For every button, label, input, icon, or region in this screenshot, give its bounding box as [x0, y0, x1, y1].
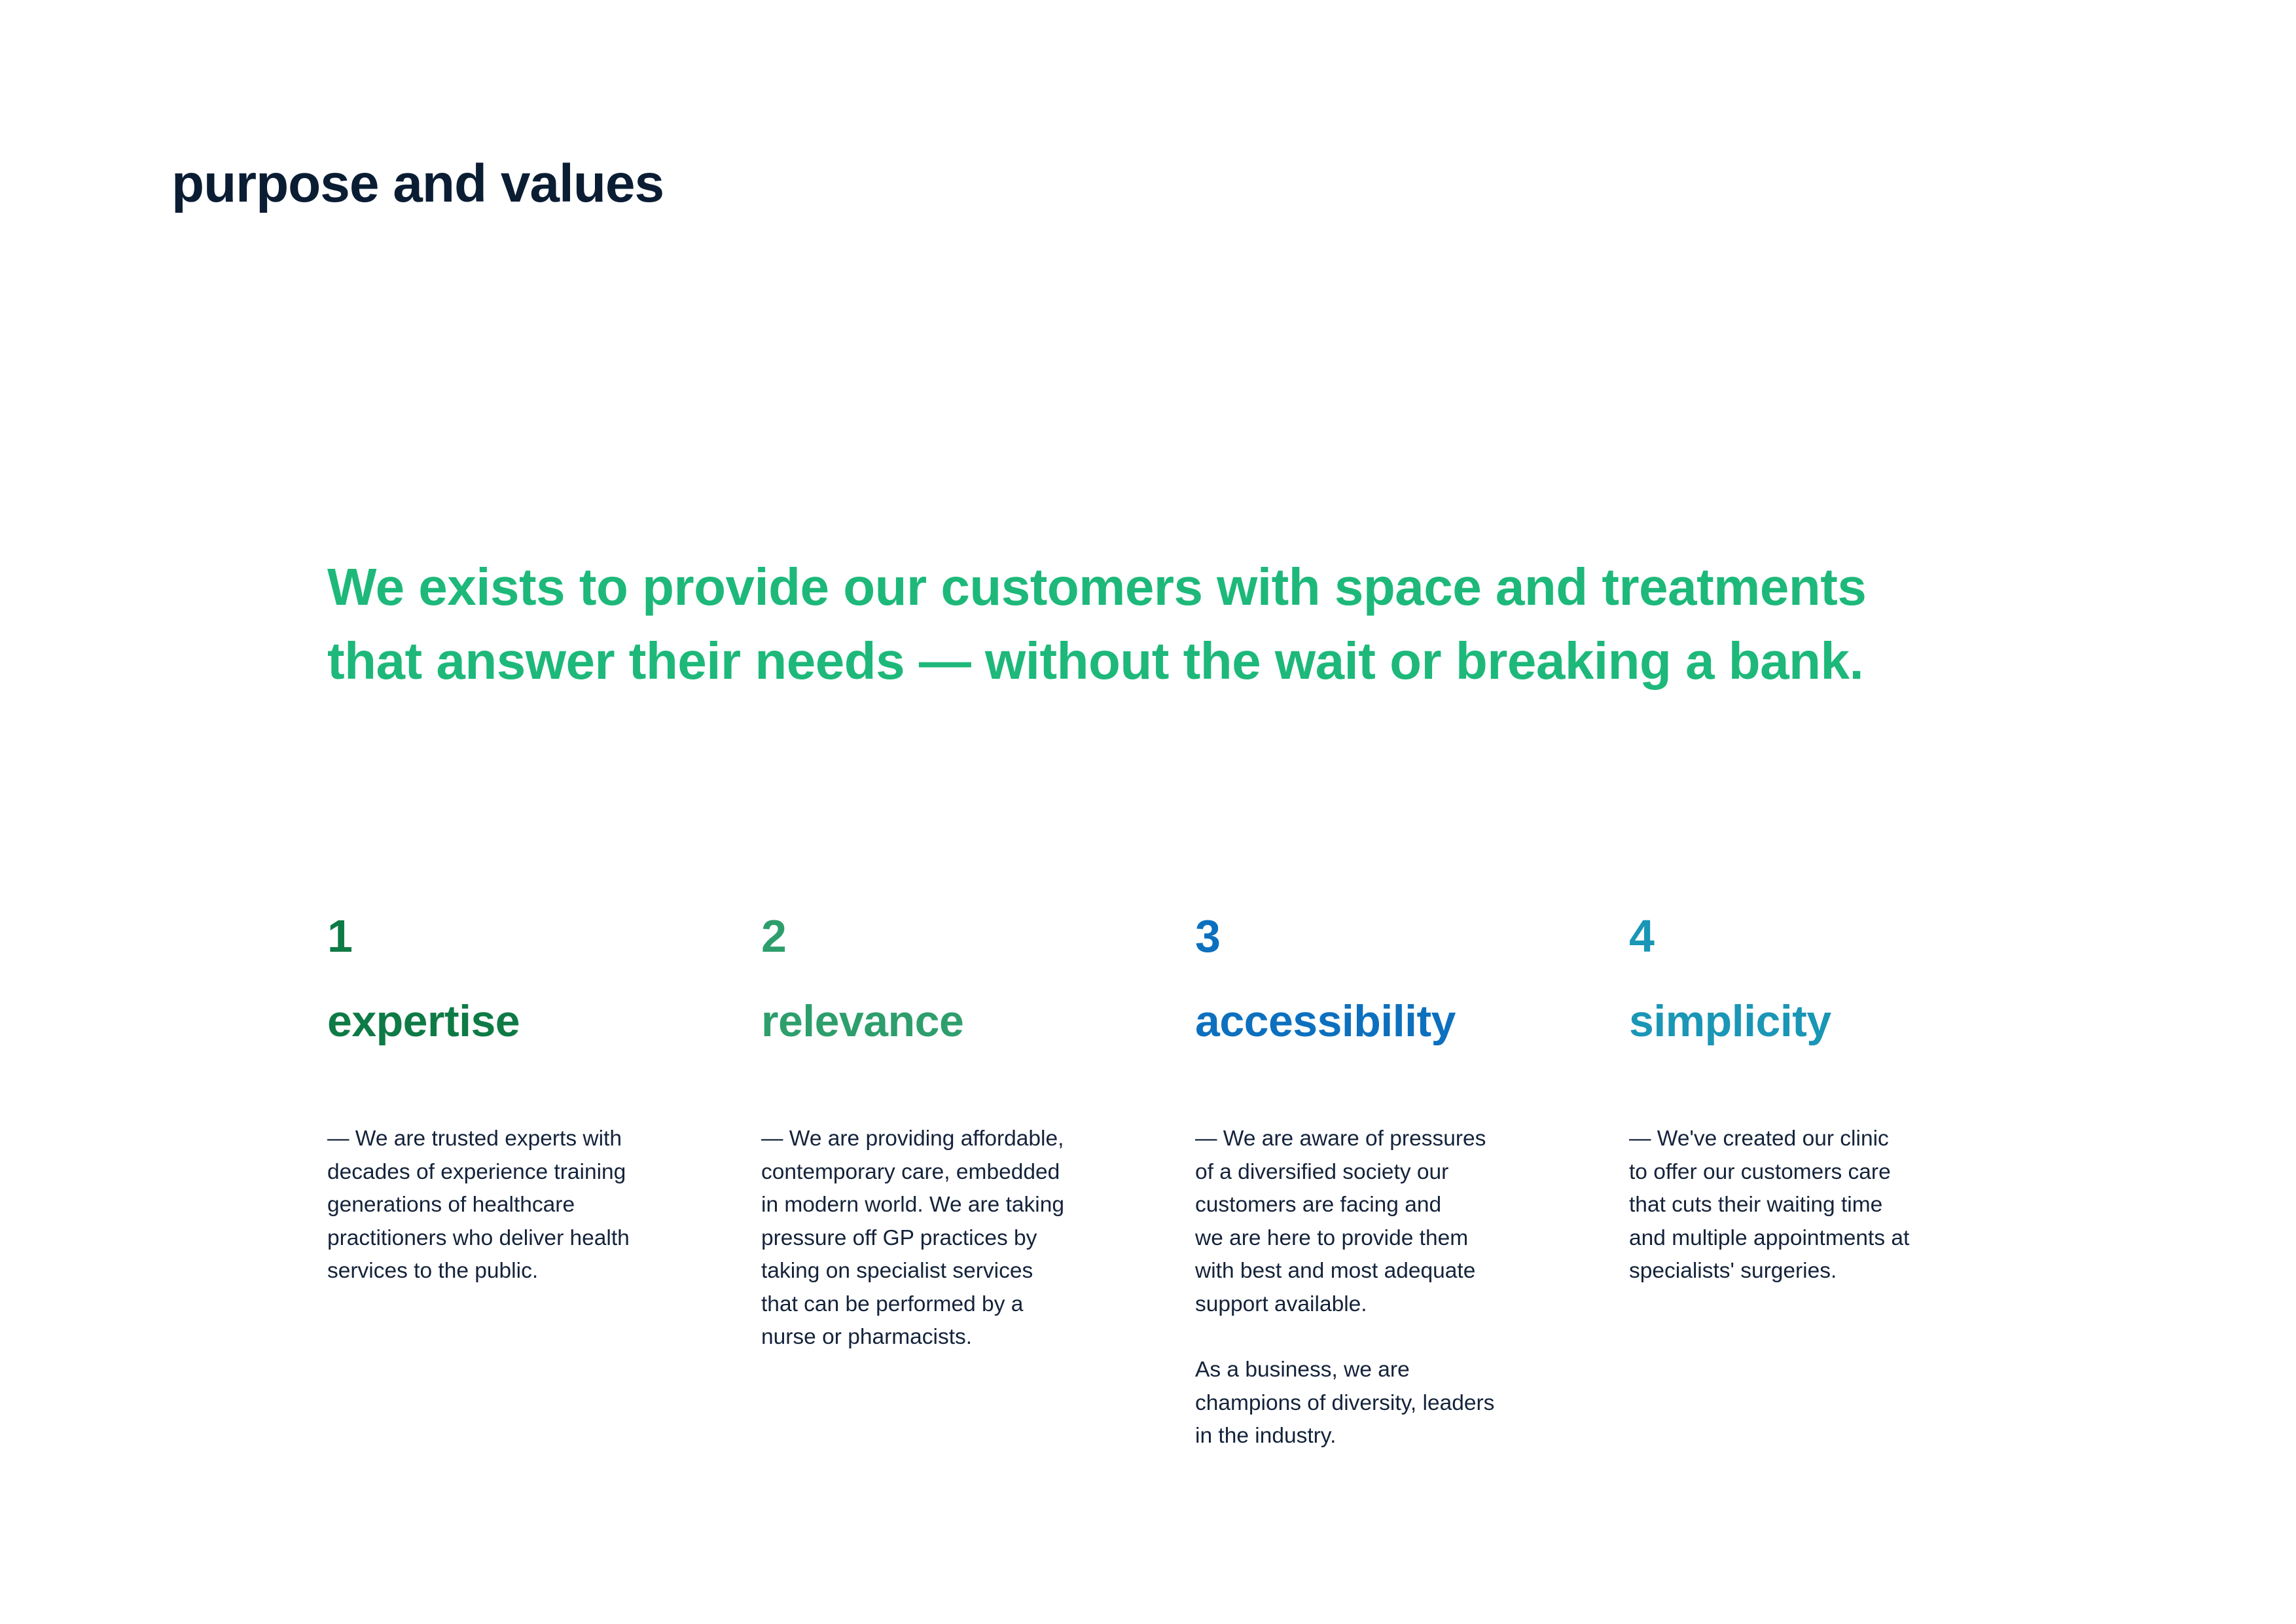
value-name: expertise	[327, 996, 520, 1046]
purpose-statement-line: that answer their needs — without the wait or breaking a bank.	[327, 632, 1864, 690]
value-description-line: decades of experience training	[327, 1159, 626, 1184]
value-description-line: that can be performed by a	[761, 1291, 1024, 1316]
value-description-line: in the industry.	[1195, 1424, 1336, 1448]
value-column-accessibility	[1195, 903, 1562, 1453]
value-description-paragraph	[1195, 1123, 1562, 1321]
value-description-line: — We are trusted experts with	[327, 1127, 622, 1151]
value-description-line: practitioners who deliver health	[327, 1225, 630, 1250]
value-description-line: that cuts their waiting time	[1629, 1193, 1883, 1217]
value-description	[1195, 1123, 1562, 1453]
value-number: 4	[1629, 911, 1655, 962]
value-number: 1	[327, 911, 353, 962]
value-description-line: pressure off GP practices by	[761, 1225, 1037, 1250]
value-description-line: — We've created our clinic	[1629, 1127, 1889, 1151]
value-description-line: with best and most adequate	[1195, 1259, 1476, 1283]
page-title: purpose and values	[171, 154, 664, 213]
value-description-line: in modern world. We are taking	[761, 1193, 1065, 1217]
value-description-line: to offer our customers care	[1629, 1159, 1891, 1184]
value-description-line: generations of healthcare	[327, 1193, 575, 1217]
value-description	[761, 1123, 1128, 1354]
value-column-expertise	[327, 903, 694, 1288]
value-name: accessibility	[1195, 996, 1456, 1046]
value-description-paragraph	[761, 1123, 1128, 1354]
value-number: 2	[761, 911, 787, 962]
value-description-line: nurse or pharmacists.	[761, 1325, 973, 1349]
value-column-simplicity	[1629, 903, 1996, 1288]
value-description	[1629, 1123, 1996, 1288]
purpose-statement	[327, 550, 2160, 698]
value-column-relevance	[761, 903, 1128, 1354]
value-description-line: specialists' surgeries.	[1629, 1259, 1837, 1283]
value-description-line: contemporary care, embedded	[761, 1159, 1060, 1184]
value-name: simplicity	[1629, 996, 1831, 1046]
value-description-line: taking on specialist services	[761, 1259, 1033, 1283]
value-description-line: champions of diversity, leaders	[1195, 1390, 1495, 1415]
value-description-line: we are here to provide them	[1195, 1225, 1469, 1250]
value-description-paragraph	[1629, 1123, 1996, 1288]
value-name: relevance	[761, 996, 964, 1046]
value-description-line: customers are facing and	[1195, 1193, 1442, 1217]
value-description-paragraph	[327, 1123, 694, 1288]
value-description-line: — We are providing affordable,	[761, 1127, 1064, 1151]
value-description-line: services to the public.	[327, 1259, 539, 1283]
value-description-line: and multiple appointments at	[1629, 1225, 1910, 1250]
value-description-line: As a business, we are	[1195, 1358, 1410, 1382]
value-description	[327, 1123, 694, 1288]
value-description-line: of a diversified society our	[1195, 1159, 1449, 1184]
value-number: 3	[1195, 911, 1221, 962]
value-description-line: — We are aware of pressures	[1195, 1127, 1486, 1151]
value-description-line: support available.	[1195, 1291, 1367, 1316]
purpose-statement-line: We exists to provide our customers with space and treatments	[327, 558, 1867, 616]
value-description-paragraph	[1195, 1354, 1562, 1453]
